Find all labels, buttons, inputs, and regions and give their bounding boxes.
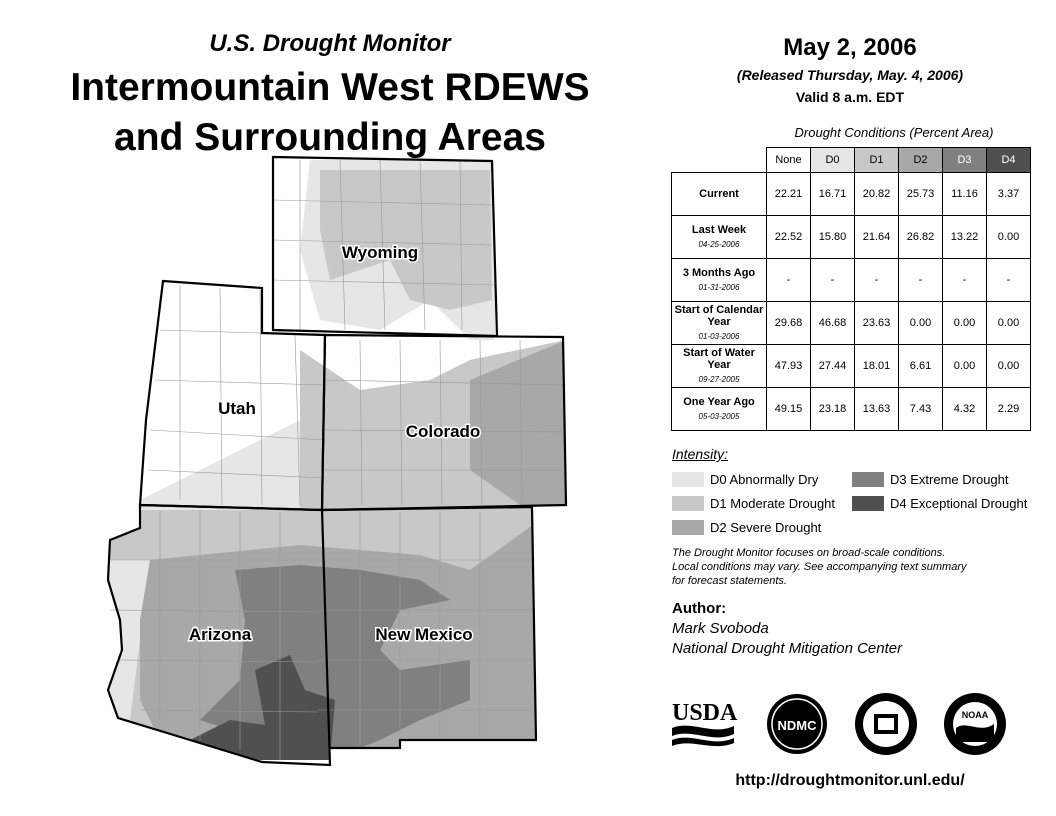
legend-label-d3: D3 Extreme Drought [890, 472, 1009, 487]
row-label [672, 173, 767, 216]
noaa-logo-text: NOAA [961, 710, 989, 720]
table-cell: - [767, 259, 811, 302]
row-date: 04-25-2006 [698, 239, 740, 249]
row-label [672, 259, 767, 302]
commerce-seal-shield-inner [878, 718, 894, 730]
legend-swatch-d2 [672, 520, 704, 535]
table-cell: 13.63 [855, 388, 899, 431]
table-cell: 27.44 [811, 345, 855, 388]
legend-swatch-d4 [852, 496, 884, 511]
row-date: 09-27-2005 [698, 374, 740, 384]
table-cell: 15.80 [811, 216, 855, 259]
table-cell: 6.61 [899, 345, 943, 388]
table-row [672, 216, 1031, 259]
legend-swatch-d1 [672, 496, 704, 511]
table-cell: - [987, 259, 1031, 302]
table-cell: 0.00 [987, 345, 1031, 388]
row-label [672, 302, 767, 345]
row-date: 01-31-2006 [698, 282, 740, 292]
valid-time: Valid 8 a.m. EDT [795, 89, 905, 105]
column-header-d4: D4 [987, 148, 1031, 173]
agency-logos [668, 690, 1018, 760]
row-label-text: Start of Water Year [683, 346, 755, 371]
table-cell: 25.73 [899, 173, 943, 216]
row-label-text: Current [699, 188, 739, 200]
noaa-logo [944, 693, 1006, 755]
drought-conditions-table [671, 147, 1031, 431]
column-header-d2: D2 [899, 148, 943, 173]
state-label-utah: Utah [218, 399, 256, 418]
ndmc-logo-text: NDMC [777, 718, 817, 733]
usda-logo [672, 700, 738, 746]
map-date: May 2, 2006 [783, 34, 917, 61]
usda-logo-swoosh [672, 738, 734, 746]
usda-logo-swoosh [672, 726, 734, 738]
state-label-arizona: Arizona [188, 625, 252, 644]
website-link[interactable]: http://droughtmonitor.unl.edu/ [735, 772, 965, 789]
usda-logo-text: USDA [672, 700, 738, 726]
table-cell: 47.93 [767, 345, 811, 388]
table-cell: 0.00 [943, 345, 987, 388]
table-row [672, 388, 1031, 431]
legend-item-d1 [672, 496, 835, 511]
table-cell: 18.01 [855, 345, 899, 388]
legend-label-d2: D2 Severe Drought [710, 520, 822, 535]
legend-swatch-d0 [672, 472, 704, 487]
row-label-text: One Year Ago [683, 395, 755, 408]
author-organization: National Drought Mitigation Center [672, 640, 903, 657]
commerce-seal [855, 693, 917, 755]
table-cell: 49.15 [767, 388, 811, 431]
note-line: Local conditions may vary. See accompanying text summary [672, 561, 967, 573]
table-cell: 4.32 [943, 388, 987, 431]
author-label: Author: [672, 600, 727, 617]
legend-item-d4 [852, 496, 1027, 511]
legend-label-d0: D0 Abnormally Dry [710, 472, 819, 487]
series-title: U.S. Drought Monitor [209, 30, 451, 57]
table-cell: 26.82 [899, 216, 943, 259]
table-cell: 2.29 [987, 388, 1031, 431]
table-cell: 3.37 [987, 173, 1031, 216]
row-label [672, 216, 767, 259]
table-cell: 22.21 [767, 173, 811, 216]
table-cell: - [855, 259, 899, 302]
row-label [672, 345, 767, 388]
table-cell: 13.22 [943, 216, 987, 259]
column-header-none: None [767, 148, 811, 173]
row-date: 01-03-2006 [698, 331, 740, 341]
table-cell: 29.68 [767, 302, 811, 345]
map-title-line1: Intermountain West RDEWS [70, 66, 590, 109]
table-row [672, 345, 1031, 388]
note-line: The Drought Monitor focuses on broad-scale conditions. [672, 547, 946, 559]
table-cell: 7.43 [899, 388, 943, 431]
row-label-text: Last Week [691, 223, 747, 236]
disclaimer-note [672, 546, 1032, 588]
row-label-text: Start of Calendar Year [674, 303, 764, 328]
note-line: for forecast statements. [672, 575, 787, 587]
table-cell: 0.00 [987, 302, 1031, 345]
state-label-wyoming: Wyoming [341, 243, 419, 262]
legend-item-d3 [852, 472, 1009, 487]
row-label-text: 3 Months Ago [682, 266, 756, 279]
column-header-d0: D0 [811, 148, 855, 173]
table-cell: 0.00 [899, 302, 943, 345]
map-title-line2: and Surrounding Areas [114, 116, 546, 159]
table-cell: - [943, 259, 987, 302]
table-cell: 11.16 [943, 173, 987, 216]
legend-swatch-d3 [852, 472, 884, 487]
table-row [672, 302, 1031, 345]
author-name: Mark Svoboda [672, 620, 769, 637]
table-cell: - [899, 259, 943, 302]
column-header-d3: D3 [943, 148, 987, 173]
table-row [672, 259, 1031, 302]
table-corner [672, 148, 767, 173]
table-cell: 0.00 [987, 216, 1031, 259]
release-date: (Released Thursday, May. 4, 2006) [736, 67, 964, 83]
drought-shading [90, 150, 580, 780]
legend-title: Intensity: [672, 446, 729, 462]
table-cell: 21.64 [855, 216, 899, 259]
table-cell: 23.18 [811, 388, 855, 431]
table-cell: 20.82 [855, 173, 899, 216]
row-label [672, 388, 767, 431]
ndmc-logo [767, 694, 827, 754]
table-header-row [672, 148, 1031, 173]
table-cell: 23.63 [855, 302, 899, 345]
table-cell: - [811, 259, 855, 302]
table-cell: 0.00 [943, 302, 987, 345]
row-date: 05-03-2005 [698, 411, 740, 421]
legend-item-d2 [672, 520, 821, 535]
table-cell: 22.52 [767, 216, 811, 259]
state-label-new-mexico: New Mexico [375, 625, 473, 644]
table-row [672, 173, 1031, 216]
table-cell: 46.68 [811, 302, 855, 345]
legend-label-d4: D4 Exceptional Drought [890, 496, 1028, 511]
state-label-colorado: Colorado [405, 422, 481, 441]
table-title: Drought Conditions (Percent Area) [794, 125, 994, 140]
table-cell: 16.71 [811, 173, 855, 216]
legend-item-d0 [672, 472, 818, 487]
legend-label-d1: D1 Moderate Drought [710, 496, 836, 511]
column-header-d1: D1 [855, 148, 899, 173]
